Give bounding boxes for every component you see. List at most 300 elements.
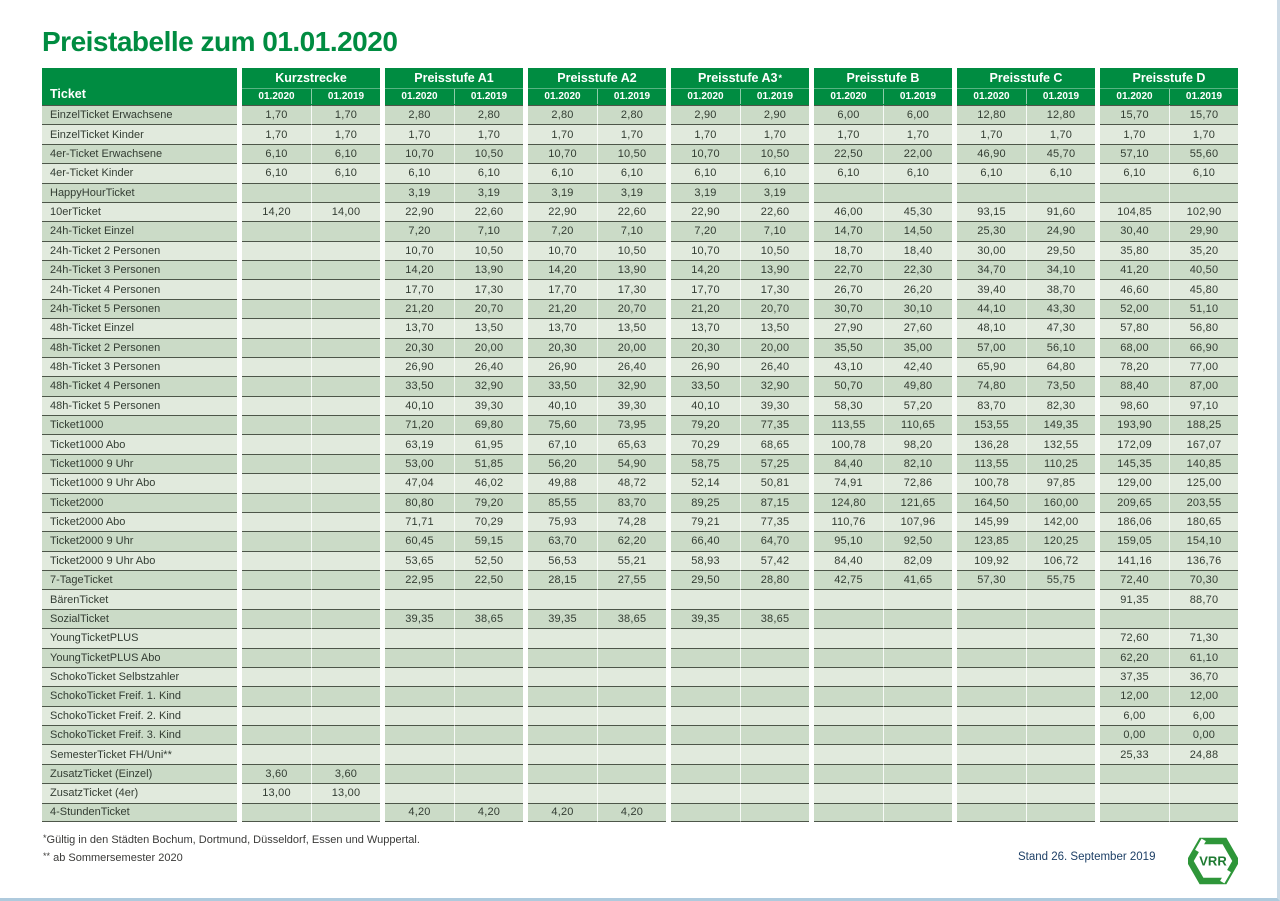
price-cell: 1,70 bbox=[385, 124, 454, 143]
price-cell: 73,50 bbox=[1026, 376, 1095, 395]
price-cell: 141,16 bbox=[1100, 551, 1169, 570]
price-cell bbox=[740, 744, 809, 763]
price-cell bbox=[1169, 783, 1238, 802]
price-cell: 72,86 bbox=[883, 473, 952, 492]
price-cell: 6,00 bbox=[1169, 706, 1238, 725]
price-cell: 106,72 bbox=[1026, 551, 1095, 570]
price-cell: 21,20 bbox=[528, 299, 597, 318]
price-cell bbox=[311, 570, 380, 589]
price-cell: 22,50 bbox=[454, 570, 523, 589]
price-cell: 35,50 bbox=[814, 338, 883, 357]
price-cell bbox=[311, 221, 380, 240]
price-cell: 39,35 bbox=[528, 609, 597, 628]
price-cell: 2,90 bbox=[671, 105, 740, 124]
table-row bbox=[42, 434, 1238, 453]
price-cell bbox=[385, 764, 454, 783]
table-row bbox=[42, 241, 1238, 260]
price-cell: 154,10 bbox=[1169, 531, 1238, 550]
price-cell: 20,00 bbox=[740, 338, 809, 357]
price-cell: 142,00 bbox=[1026, 512, 1095, 531]
price-cell: 1,70 bbox=[454, 124, 523, 143]
price-cell: 26,70 bbox=[814, 279, 883, 298]
price-cell: 7,10 bbox=[454, 221, 523, 240]
price-cell bbox=[883, 183, 952, 202]
price-cell bbox=[528, 628, 597, 647]
price-cell: 52,00 bbox=[1100, 299, 1169, 318]
price-cell bbox=[883, 628, 952, 647]
price-cell: 30,40 bbox=[1100, 221, 1169, 240]
table-header bbox=[42, 68, 1238, 105]
price-cell bbox=[385, 589, 454, 608]
price-cell: 6,00 bbox=[883, 105, 952, 124]
price-cell bbox=[242, 686, 311, 705]
price-cell: 27,90 bbox=[814, 318, 883, 337]
price-cell: 38,65 bbox=[740, 609, 809, 628]
price-cell: 7,10 bbox=[740, 221, 809, 240]
price-cell bbox=[242, 570, 311, 589]
price-cell bbox=[883, 589, 952, 608]
price-cell: 10,70 bbox=[528, 144, 597, 163]
price-cell: 1,70 bbox=[242, 105, 311, 124]
price-cell bbox=[242, 415, 311, 434]
table-row bbox=[42, 764, 1238, 783]
price-cell: 59,15 bbox=[454, 531, 523, 550]
table-row bbox=[42, 628, 1238, 647]
price-cell bbox=[242, 667, 311, 686]
price-cell: 53,65 bbox=[385, 551, 454, 570]
price-cell: 100,78 bbox=[814, 434, 883, 453]
price-cell: 2,90 bbox=[740, 105, 809, 124]
price-cell: 6,10 bbox=[597, 163, 666, 182]
column-group-header bbox=[1095, 68, 1238, 105]
price-cell: 10,70 bbox=[528, 241, 597, 260]
price-cell bbox=[740, 803, 809, 822]
price-cell: 95,10 bbox=[814, 531, 883, 550]
price-cell: 2,80 bbox=[528, 105, 597, 124]
price-cell bbox=[740, 725, 809, 744]
price-cell: 83,70 bbox=[957, 396, 1026, 415]
price-cell: 75,93 bbox=[528, 512, 597, 531]
price-cell: 38,70 bbox=[1026, 279, 1095, 298]
price-cell: 15,70 bbox=[1169, 105, 1238, 124]
price-cell: 22,90 bbox=[385, 202, 454, 221]
price-cell bbox=[528, 667, 597, 686]
price-cell: 66,40 bbox=[671, 531, 740, 550]
table-row bbox=[42, 570, 1238, 589]
price-cell: 159,05 bbox=[1100, 531, 1169, 550]
price-cell: 15,70 bbox=[1100, 105, 1169, 124]
table-row bbox=[42, 493, 1238, 512]
ticket-name-cell: Ticket2000 bbox=[42, 493, 237, 512]
price-cell bbox=[242, 396, 311, 415]
price-cell: 69,80 bbox=[454, 415, 523, 434]
price-cell: 186,06 bbox=[1100, 512, 1169, 531]
price-cell: 0,00 bbox=[1100, 725, 1169, 744]
table-row bbox=[42, 725, 1238, 744]
price-cell bbox=[528, 648, 597, 667]
sub-column-label: 01.2020 bbox=[258, 91, 295, 102]
price-cell: 38,65 bbox=[597, 609, 666, 628]
price-cell bbox=[957, 803, 1026, 822]
price-cell: 87,15 bbox=[740, 493, 809, 512]
price-cell: 13,90 bbox=[740, 260, 809, 279]
price-cell: 14,00 bbox=[311, 202, 380, 221]
price-cell: 102,90 bbox=[1169, 202, 1238, 221]
price-cell: 13,90 bbox=[597, 260, 666, 279]
column-group-header bbox=[237, 68, 380, 105]
price-cell: 22,90 bbox=[671, 202, 740, 221]
price-cell bbox=[242, 512, 311, 531]
price-cell bbox=[1100, 183, 1169, 202]
price-cell bbox=[597, 686, 666, 705]
price-cell: 4,20 bbox=[385, 803, 454, 822]
price-cell: 48,10 bbox=[957, 318, 1026, 337]
price-cell: 63,70 bbox=[528, 531, 597, 550]
price-cell: 17,70 bbox=[671, 279, 740, 298]
footnote-marker: * bbox=[43, 833, 47, 843]
price-cell bbox=[814, 764, 883, 783]
price-cell bbox=[883, 725, 952, 744]
price-cell: 61,95 bbox=[454, 434, 523, 453]
price-cell: 4,20 bbox=[597, 803, 666, 822]
price-cell: 71,20 bbox=[385, 415, 454, 434]
price-cell bbox=[311, 628, 380, 647]
price-cell: 28,15 bbox=[528, 570, 597, 589]
price-cell: 1,70 bbox=[597, 124, 666, 143]
price-cell: 84,40 bbox=[814, 551, 883, 570]
price-cell: 56,20 bbox=[528, 454, 597, 473]
price-cell: 1,70 bbox=[311, 105, 380, 124]
price-cell: 22,60 bbox=[740, 202, 809, 221]
price-cell bbox=[814, 783, 883, 802]
price-cell: 18,70 bbox=[814, 241, 883, 260]
price-cell: 13,70 bbox=[385, 318, 454, 337]
table-row bbox=[42, 473, 1238, 492]
price-cell: 7,20 bbox=[528, 221, 597, 240]
price-cell: 80,80 bbox=[385, 493, 454, 512]
price-cell: 71,71 bbox=[385, 512, 454, 531]
price-cell: 145,99 bbox=[957, 512, 1026, 531]
table-row bbox=[42, 105, 1238, 124]
price-cell bbox=[883, 609, 952, 628]
price-cell: 140,85 bbox=[1169, 454, 1238, 473]
price-cell: 20,30 bbox=[385, 338, 454, 357]
price-cell: 39,40 bbox=[957, 279, 1026, 298]
sub-column-label: 01.2019 bbox=[597, 89, 666, 104]
price-cell bbox=[454, 628, 523, 647]
ticket-name-cell: Ticket1000 bbox=[42, 415, 237, 434]
price-cell: 30,00 bbox=[957, 241, 1026, 260]
table-row bbox=[42, 124, 1238, 143]
price-cell bbox=[242, 434, 311, 453]
price-cell: 84,40 bbox=[814, 454, 883, 473]
price-cell: 17,30 bbox=[597, 279, 666, 298]
ticket-name-cell: SemesterTicket FH/Uni** bbox=[42, 744, 237, 763]
price-cell: 149,35 bbox=[1026, 415, 1095, 434]
price-cell: 35,20 bbox=[1169, 241, 1238, 260]
price-cell: 6,10 bbox=[1026, 163, 1095, 182]
ticket-name-cell: EinzelTicket Kinder bbox=[42, 124, 237, 143]
price-cell bbox=[311, 744, 380, 763]
price-cell: 188,25 bbox=[1169, 415, 1238, 434]
price-cell bbox=[597, 628, 666, 647]
price-cell: 17,30 bbox=[740, 279, 809, 298]
price-cell bbox=[814, 686, 883, 705]
price-cell: 55,60 bbox=[1169, 144, 1238, 163]
price-cell: 58,75 bbox=[671, 454, 740, 473]
price-cell: 1,70 bbox=[883, 124, 952, 143]
price-cell bbox=[242, 803, 311, 822]
price-cell: 12,80 bbox=[1026, 105, 1095, 124]
price-cell bbox=[242, 589, 311, 608]
price-cell bbox=[671, 628, 740, 647]
price-cell: 62,20 bbox=[597, 531, 666, 550]
column-group-header bbox=[952, 68, 1095, 105]
price-cell: 57,80 bbox=[1100, 318, 1169, 337]
price-cell bbox=[528, 744, 597, 763]
price-cell bbox=[597, 667, 666, 686]
price-cell: 70,29 bbox=[454, 512, 523, 531]
price-cell: 62,20 bbox=[1100, 648, 1169, 667]
price-cell bbox=[1026, 648, 1095, 667]
group-label: Preisstufe A3 * bbox=[671, 68, 809, 89]
price-cell bbox=[311, 803, 380, 822]
table-row bbox=[42, 706, 1238, 725]
price-cell bbox=[883, 686, 952, 705]
price-cell bbox=[883, 764, 952, 783]
price-cell bbox=[242, 318, 311, 337]
price-cell bbox=[385, 783, 454, 802]
price-cell: 6,00 bbox=[814, 105, 883, 124]
price-cell bbox=[883, 744, 952, 763]
price-cell: 56,80 bbox=[1169, 318, 1238, 337]
price-table bbox=[42, 68, 1238, 822]
price-cell bbox=[1100, 764, 1169, 783]
price-cell bbox=[242, 299, 311, 318]
price-cell: 57,25 bbox=[740, 454, 809, 473]
price-cell: 13,00 bbox=[242, 783, 311, 802]
price-cell: 55,75 bbox=[1026, 570, 1095, 589]
price-cell bbox=[311, 376, 380, 395]
price-cell bbox=[597, 783, 666, 802]
price-cell bbox=[671, 803, 740, 822]
price-cell bbox=[671, 686, 740, 705]
price-cell: 22,60 bbox=[597, 202, 666, 221]
ticket-name-cell: 4er-Ticket Kinder bbox=[42, 163, 237, 182]
ticket-name-cell: YoungTicketPLUS bbox=[42, 628, 237, 647]
price-cell: 70,30 bbox=[1169, 570, 1238, 589]
price-cell: 110,25 bbox=[1026, 454, 1095, 473]
price-cell bbox=[385, 667, 454, 686]
price-cell bbox=[242, 357, 311, 376]
price-cell: 26,40 bbox=[597, 357, 666, 376]
price-cell: 3,60 bbox=[311, 764, 380, 783]
price-cell bbox=[242, 609, 311, 628]
ticket-name-cell: 48h-Ticket 4 Personen bbox=[42, 376, 237, 395]
price-cell bbox=[814, 803, 883, 822]
price-cell: 1,70 bbox=[1100, 124, 1169, 143]
price-cell: 51,10 bbox=[1169, 299, 1238, 318]
price-cell: 20,00 bbox=[454, 338, 523, 357]
price-cell bbox=[814, 744, 883, 763]
price-cell bbox=[957, 183, 1026, 202]
price-cell: 1,70 bbox=[957, 124, 1026, 143]
price-cell: 14,20 bbox=[528, 260, 597, 279]
price-cell: 38,65 bbox=[454, 609, 523, 628]
price-cell bbox=[311, 725, 380, 744]
price-cell: 74,91 bbox=[814, 473, 883, 492]
price-cell: 3,19 bbox=[671, 183, 740, 202]
price-cell: 46,90 bbox=[957, 144, 1026, 163]
price-cell: 17,30 bbox=[454, 279, 523, 298]
price-cell bbox=[671, 667, 740, 686]
price-cell: 13,00 bbox=[311, 783, 380, 802]
price-cell bbox=[454, 725, 523, 744]
price-cell: 6,10 bbox=[740, 163, 809, 182]
price-cell: 49,80 bbox=[883, 376, 952, 395]
price-cell: 45,80 bbox=[1169, 279, 1238, 298]
sub-column-label: 01.2019 bbox=[1169, 89, 1238, 104]
price-cell: 82,30 bbox=[1026, 396, 1095, 415]
ticket-name-cell: 4-StundenTicket bbox=[42, 803, 237, 822]
price-cell: 22,00 bbox=[883, 144, 952, 163]
price-cell bbox=[883, 667, 952, 686]
sub-column-label: 01.2020 bbox=[830, 91, 867, 102]
price-cell: 100,78 bbox=[957, 473, 1026, 492]
price-cell: 37,35 bbox=[1100, 667, 1169, 686]
price-cell: 89,25 bbox=[671, 493, 740, 512]
price-cell: 18,40 bbox=[883, 241, 952, 260]
price-cell: 97,85 bbox=[1026, 473, 1095, 492]
price-cell bbox=[740, 648, 809, 667]
price-cell: 13,70 bbox=[671, 318, 740, 337]
price-cell: 36,70 bbox=[1169, 667, 1238, 686]
price-cell: 12,80 bbox=[957, 105, 1026, 124]
price-cell: 20,30 bbox=[671, 338, 740, 357]
price-cell bbox=[242, 551, 311, 570]
vrr-logo-icon bbox=[1188, 836, 1238, 886]
price-cell bbox=[454, 589, 523, 608]
price-cell bbox=[454, 744, 523, 763]
price-cell: 10,50 bbox=[454, 144, 523, 163]
price-cell bbox=[311, 531, 380, 550]
price-cell: 29,50 bbox=[671, 570, 740, 589]
table-row bbox=[42, 454, 1238, 473]
price-cell bbox=[957, 589, 1026, 608]
price-cell: 68,65 bbox=[740, 434, 809, 453]
price-cell bbox=[454, 783, 523, 802]
price-cell bbox=[454, 706, 523, 725]
price-cell: 2,80 bbox=[385, 105, 454, 124]
price-cell: 17,70 bbox=[528, 279, 597, 298]
price-cell: 14,20 bbox=[671, 260, 740, 279]
price-cell: 10,50 bbox=[740, 144, 809, 163]
price-cell: 20,70 bbox=[740, 299, 809, 318]
footnote-cities bbox=[43, 834, 420, 846]
sub-column-label: 01.2019 bbox=[883, 89, 952, 104]
price-cell bbox=[814, 589, 883, 608]
price-cell: 32,90 bbox=[740, 376, 809, 395]
price-cell: 88,40 bbox=[1100, 376, 1169, 395]
price-cell: 2,80 bbox=[597, 105, 666, 124]
ticket-name-cell: 24h-Ticket 2 Personen bbox=[42, 241, 237, 260]
price-cell: 33,50 bbox=[671, 376, 740, 395]
footnote-text: Gültig in den Städten Bochum, Dortmund, Düsseldorf, Essen und Wuppertal. bbox=[46, 834, 420, 846]
price-cell: 40,10 bbox=[671, 396, 740, 415]
price-cell: 52,14 bbox=[671, 473, 740, 492]
footnote-marker: ** bbox=[43, 851, 51, 861]
price-cell: 66,90 bbox=[1169, 338, 1238, 357]
price-cell bbox=[740, 686, 809, 705]
price-cell: 22,30 bbox=[883, 260, 952, 279]
price-cell: 53,00 bbox=[385, 454, 454, 473]
price-cell: 14,20 bbox=[385, 260, 454, 279]
price-cell bbox=[740, 667, 809, 686]
price-cell: 6,10 bbox=[957, 163, 1026, 182]
price-cell: 3,19 bbox=[597, 183, 666, 202]
table-row bbox=[42, 551, 1238, 570]
price-cell: 21,20 bbox=[671, 299, 740, 318]
footnote-semester bbox=[43, 852, 183, 864]
price-cell: 10,50 bbox=[597, 241, 666, 260]
price-cell: 26,90 bbox=[528, 357, 597, 376]
table-row bbox=[42, 202, 1238, 221]
price-cell bbox=[311, 260, 380, 279]
ticket-column-header: Ticket bbox=[42, 68, 237, 105]
price-cell: 28,80 bbox=[740, 570, 809, 589]
price-cell bbox=[1026, 667, 1095, 686]
ticket-name-cell: 24h-Ticket 4 Personen bbox=[42, 279, 237, 298]
price-cell: 68,00 bbox=[1100, 338, 1169, 357]
ticket-name-cell: 48h-Ticket 3 Personen bbox=[42, 357, 237, 376]
price-cell: 50,81 bbox=[740, 473, 809, 492]
price-cell bbox=[242, 241, 311, 260]
sub-column-label: 01.2019 bbox=[740, 89, 809, 104]
price-cell: 40,10 bbox=[385, 396, 454, 415]
price-cell: 64,70 bbox=[740, 531, 809, 550]
price-cell bbox=[1026, 628, 1095, 647]
group-label: Preisstufe A2 bbox=[528, 68, 666, 89]
price-cell: 72,60 bbox=[1100, 628, 1169, 647]
price-cell: 57,30 bbox=[957, 570, 1026, 589]
price-cell: 121,65 bbox=[883, 493, 952, 512]
table-row bbox=[42, 338, 1238, 357]
price-cell: 13,90 bbox=[454, 260, 523, 279]
svg-text:VRR: VRR bbox=[1199, 853, 1227, 869]
table-row bbox=[42, 648, 1238, 667]
price-cell bbox=[242, 725, 311, 744]
price-cell: 7,10 bbox=[597, 221, 666, 240]
table-row bbox=[42, 415, 1238, 434]
price-cell bbox=[957, 783, 1026, 802]
price-cell: 6,10 bbox=[311, 144, 380, 163]
price-cell: 34,70 bbox=[957, 260, 1026, 279]
price-cell: 91,35 bbox=[1100, 589, 1169, 608]
price-cell bbox=[1026, 589, 1095, 608]
price-cell: 14,20 bbox=[242, 202, 311, 221]
price-cell: 43,30 bbox=[1026, 299, 1095, 318]
price-cell: 48,72 bbox=[597, 473, 666, 492]
price-cell: 203,55 bbox=[1169, 493, 1238, 512]
price-cell: 6,10 bbox=[311, 163, 380, 182]
price-cell: 110,65 bbox=[883, 415, 952, 434]
price-cell: 65,90 bbox=[957, 357, 1026, 376]
price-cell: 98,60 bbox=[1100, 396, 1169, 415]
price-cell: 92,50 bbox=[883, 531, 952, 550]
column-group-header bbox=[523, 68, 666, 105]
price-cell bbox=[454, 667, 523, 686]
table-row bbox=[42, 783, 1238, 802]
